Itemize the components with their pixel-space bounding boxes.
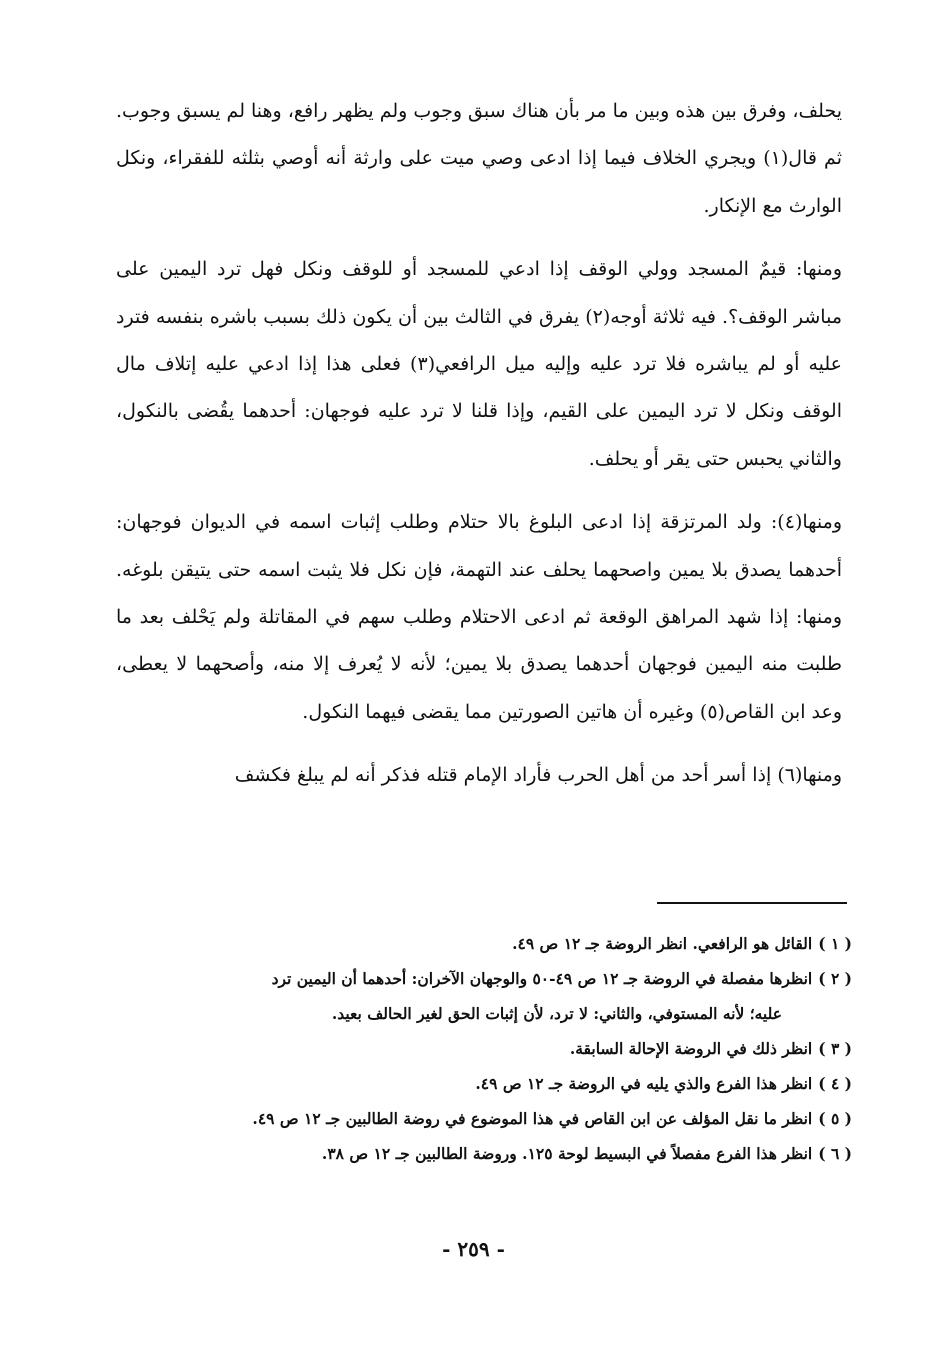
main-text — [116, 88, 842, 800]
footnote-number: ( ٦ ) — [818, 1144, 852, 1163]
footnotes — [100, 926, 852, 1171]
page-number: - ٢٥٩ - — [442, 1237, 505, 1261]
footnote-text: انظر ذلك في الروضة الإحالة السابقة. — [569, 1039, 813, 1058]
footnote-6 — [100, 1136, 852, 1171]
footnote-text: انظر هذا الفرع مفصلاً في البسيط لوحة ١٢٥. وروضة الطالبين جـ ١٢ ص ٣٨. — [321, 1144, 813, 1163]
footnote-number: ( ٣ ) — [818, 1039, 852, 1058]
paragraph-2: ومنها: قيمٌ المسجد وولي الوقف إذا ادعي للمسجد أو للوقف ونكل فهل ترد اليمين على مباشر الوقف؟. فيه ثلاثة أوجه(٢) يفرق في الثالث بين أن يكون ذلك بسبب باشره بنفسه فترد عليه أو لم يباشره فلا ترد عليه وإليه ميل الرافعي(٣) فعلى هذا إذا ادعي عليه إتلاف مال الوقف ونكل لا ترد اليمين على القيم، وإذا قلنا لا ترد عليه فوجهان: أحدهما يقُضى بالنكول، والثاني يحبس حتى يقر أو يحلف. — [116, 258, 842, 470]
footnote-text: القائل هو الرافعي. انظر الروضة جـ ١٢ ص ٤٩. — [512, 934, 813, 953]
footnote-number: ( ١ ) — [818, 934, 852, 953]
paragraph-4: ومنها(٦) إذا أسر أحد من أهل الحرب فأراد الإمام قتله فذكر أنه لم يبلغ فكشف — [234, 764, 842, 787]
footnote-text: انظرها مفصلة في الروضة جـ ١٢ ص ٤٩-٥٠ والوجهان الآخران: أحدهما أن اليمين ترد — [271, 969, 813, 988]
paragraph-1: يحلف، وفرق بين هذه وبين ما مر بأن هناك سبق وجوب ولم يظهر رافع، وهنا لم يسبق وجوب. ثم قال(١) ويجري الخلاف فيما إذا ادعى وصي ميت على وارثة أنه أوصي بثلثه للفقراء، ونكل الوارث مع الإنكار. — [115, 100, 842, 217]
footnote-divider — [657, 902, 847, 904]
footnote-4 — [100, 1066, 852, 1101]
footnote-text: انظر هذا الفرع والذي يليه في الروضة جـ ١٢ ص ٤٩. — [475, 1074, 813, 1093]
footnote-number: ( ٥ ) — [818, 1109, 852, 1128]
footnote-5 — [100, 1101, 852, 1136]
footnote-number: ( ٤ ) — [818, 1074, 852, 1093]
footnote-number: ( ٢ ) — [818, 969, 852, 988]
footnote-1 — [100, 926, 852, 961]
footnote-text: انظر ما نقل المؤلف عن ابن القاص في هذا الموضوع في روضة الطالبين جـ ١٢ ص ٤٩. — [252, 1109, 813, 1128]
footnote-2 — [100, 961, 852, 996]
footnote-3 — [100, 1031, 852, 1066]
footnote-2-continuation: عليه؛ لأنه المستوفي، والثاني: لا ترد، لأن إثبات الحق لغير الحالف بعيد. — [331, 1004, 782, 1023]
paragraph-3: ومنها(٤): ولد المرتزقة إذا ادعى البلوغ بالا حتلام وطلب إثبات اسمه في الديوان فوجهان: أحدهما يصدق بلا يمين واصحهما يحلف عند التهمة، فإن نكل فلا يثبت اسمه حتى يتيقن بلوغه. ومنها: إذا شهد المراهق الوقعة ثم ادعى الاحتلام وطلب سهم في المقاتلة ولم يَحْلف بعد ما طلبت منه اليمين فوجهان أحدهما يصدق بلا يمين؛ لأنه لا يُعرف إلا منه، وأصحهما لا يعطى، وعد ابن القاص(٥) وغيره أن هاتين الصورتين مما يقضى فيهما النكول. — [116, 511, 842, 723]
